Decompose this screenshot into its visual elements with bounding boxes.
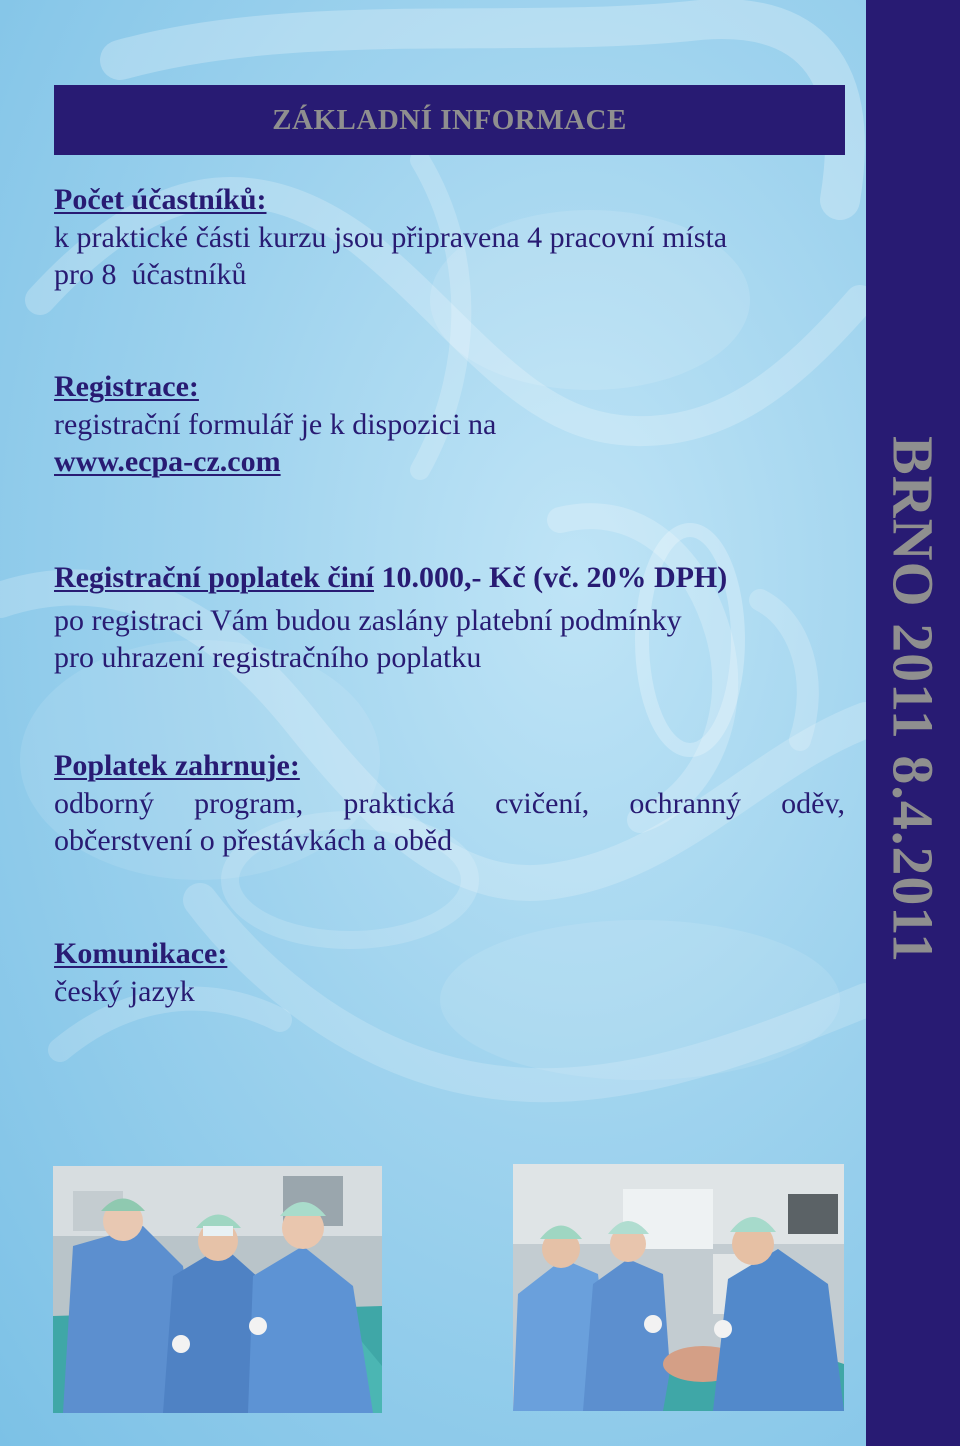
participants-line-2: pro 8 účastníků	[54, 258, 247, 291]
section-fee	[54, 559, 845, 676]
includes-line-2: občerstvení o přestávkách a oběd	[54, 824, 453, 857]
fee-line-2: pro uhrazení registračního poplatku	[54, 641, 482, 674]
participants-line-1: k praktické části kurzu jsou připravena 4 pracovní místa	[54, 221, 728, 254]
fee-amount: 10.000,- Kč (vč. 20% DPH)	[374, 561, 728, 594]
surgery-photo-right	[513, 1164, 844, 1411]
registration-link[interactable]: www.ecpa-cz.com	[54, 445, 281, 478]
registration-heading: Registrace:	[54, 370, 199, 403]
side-banner-text: BRNO 2011 8.4.2011	[880, 436, 946, 964]
language-line-1: český jazyk	[54, 975, 195, 1008]
registration-line-1: registrační formulář je k dispozici na	[54, 408, 497, 441]
section-participants	[54, 181, 845, 293]
surgery-photo-left	[53, 1166, 382, 1413]
header-band	[54, 85, 845, 155]
fee-line-1: po registraci Vám budou zaslány platební podmínky	[54, 604, 682, 637]
side-banner	[866, 355, 960, 1045]
section-includes	[54, 747, 845, 859]
page-title: ZÁKLADNÍ INFORMACE	[272, 103, 627, 136]
includes-line-1: odborný program, praktická cvičení, ochranný oděv,	[54, 787, 845, 820]
participants-heading: Počet účastníků:	[54, 183, 267, 216]
section-registration	[54, 368, 845, 481]
language-heading: Komunikace:	[54, 937, 228, 970]
includes-heading: Poplatek zahrnuje:	[54, 749, 300, 782]
section-language	[54, 935, 845, 1010]
fee-heading: Registrační poplatek činí	[54, 561, 374, 594]
